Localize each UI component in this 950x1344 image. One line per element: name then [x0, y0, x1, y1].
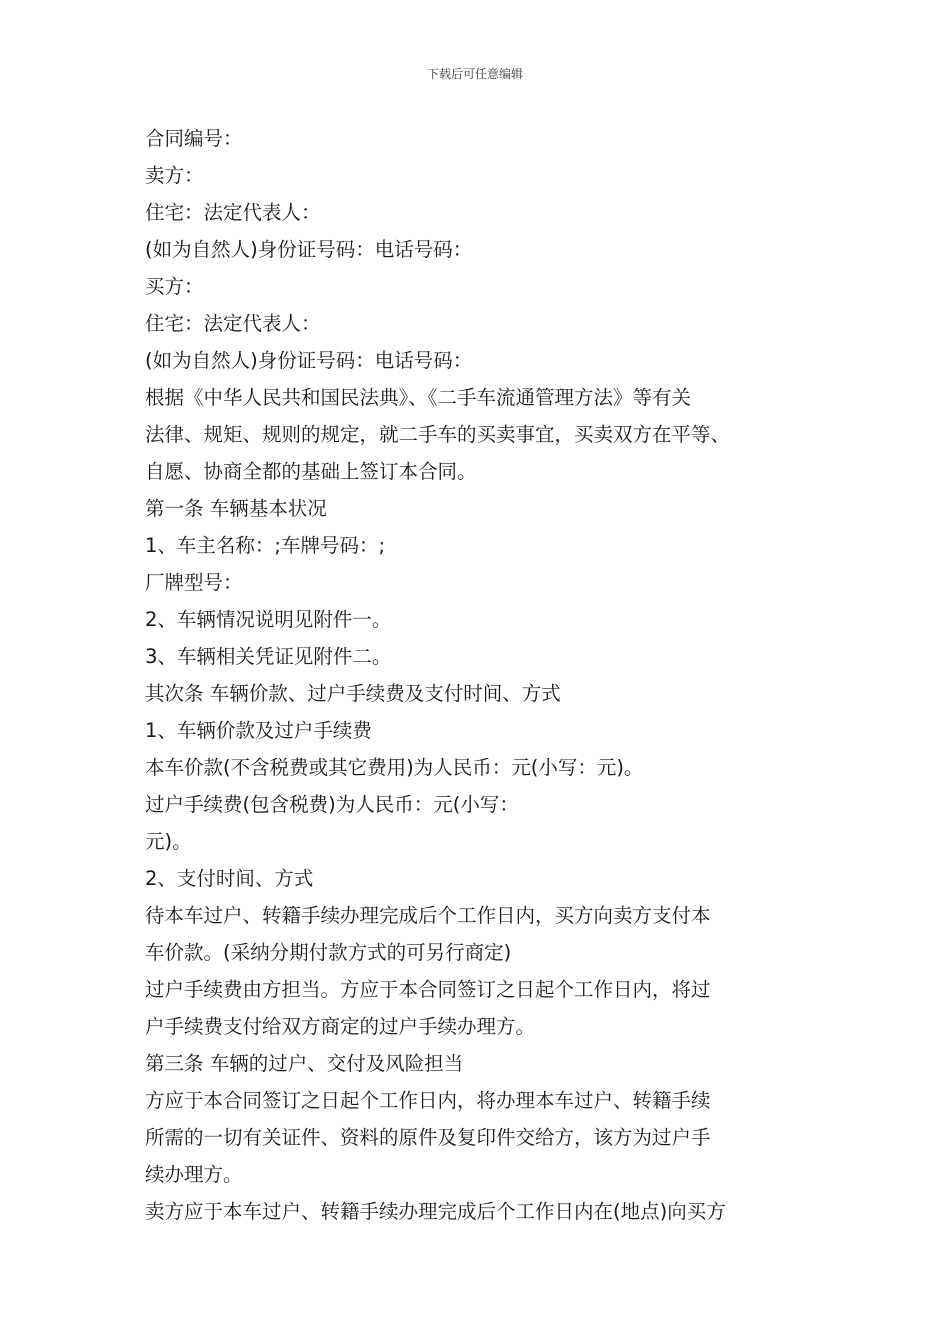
article-2-item: 过户手续费由方担当。方应于本合同签订之日起个工作日内，将过	[145, 978, 711, 1001]
buyer-id-phone-line: (如为自然人)身份证号码：电话号码：	[145, 349, 473, 372]
contract-number-line: 合同编号：	[145, 127, 243, 150]
article-2-item: 2、支付时间、方式	[145, 867, 314, 890]
document-body	[145, 120, 825, 1230]
article-2-item: 元)。	[145, 830, 192, 853]
buyer-address-line: 住宅：法定代表人：	[145, 312, 321, 335]
buyer-line: 买方：	[145, 275, 204, 298]
article-3-item: 所需的一切有关证件、资料的原件及复印件交给方，该方为过户手	[145, 1126, 711, 1149]
article-2-item: 车价款。(采纳分期付款方式的可另行商定)	[145, 941, 512, 964]
preamble-line: 根据《中华人民共和国民法典》、《二手车流通管理方法》等有关	[145, 386, 692, 409]
article-2-item: 待本车过户、转籍手续办理完成后个工作日内，买方向卖方支付本	[145, 904, 711, 927]
article-3-item: 卖方应于本车过户、转籍手续办理完成后个工作日内在(地点)向买方	[145, 1200, 726, 1223]
article-2-item: 1、车辆价款及过户手续费	[145, 719, 372, 742]
article-2-item: 户手续费支付给双方商定的过户手续办理方。	[145, 1015, 536, 1038]
article-3-item: 续办理方。	[145, 1163, 243, 1186]
article-1-heading: 第一条 车辆基本状况	[145, 497, 327, 520]
article-2-heading: 其次条 车辆价款、过户手续费及支付时间、方式	[145, 682, 561, 705]
article-1-item: 2、车辆情况说明见附件一。	[145, 608, 392, 631]
article-3-item: 方应于本合同签订之日起个工作日内，将办理本车过户、转籍手续	[145, 1089, 711, 1112]
article-3-heading: 第三条 车辆的过户、交付及风险担当	[145, 1052, 464, 1075]
seller-id-phone-line: (如为自然人)身份证号码：电话号码：	[145, 238, 473, 261]
article-2-item: 本车价款(不含税费或其它费用)为人民币：元(小写：元)。	[145, 756, 644, 779]
article-1-item: 1、车主名称：;车牌号码：;	[145, 534, 386, 557]
article-1-item: 厂牌型号：	[145, 571, 243, 594]
preamble-line: 自愿、协商全都的基础上签订本合同。	[145, 460, 477, 483]
seller-line: 卖方：	[145, 164, 204, 187]
article-1-item: 3、车辆相关凭证见附件二。	[145, 645, 392, 668]
page-header: 下载后可任意编辑	[426, 67, 523, 81]
seller-address-line: 住宅：法定代表人：	[145, 201, 321, 224]
preamble-line: 法律、规矩、规则的规定，就二手车的买卖事宜，买卖双方在平等、	[145, 423, 731, 446]
article-2-item: 过户手续费(包含税费)为人民币：元(小写：	[145, 793, 519, 816]
